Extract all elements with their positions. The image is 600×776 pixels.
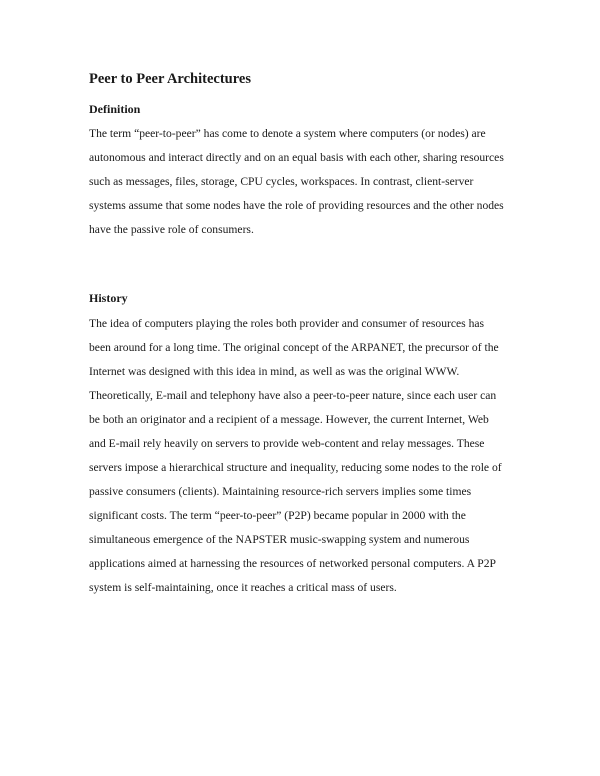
text-line: simultaneous emergence of the NAPSTER music-swapping system and numerous xyxy=(89,533,470,546)
section-heading-definition: Definition xyxy=(89,102,141,116)
paragraph-history xyxy=(89,316,502,604)
text-line: and E-mail rely heavily on servers to provide web-content and relay messages. These xyxy=(89,437,485,450)
text-line: autonomous and interact directly and on an equal basis with each other, sharing resources xyxy=(89,151,504,164)
text-line: The idea of computers playing the roles both provider and consumer of resources has xyxy=(89,317,485,330)
text-line: been around for a long time. The original concept of the ARPANET, the precursor of the xyxy=(89,341,499,354)
text-line: Theoretically, E-mail and telephony have also a peer-to-peer nature, since each user can xyxy=(89,389,497,402)
section-heading-history: History xyxy=(89,291,128,305)
text-line: Internet was designed with this idea in mind, as well as was the original WWW. xyxy=(89,365,460,378)
text-line: systems assume that some nodes have the role of providing resources and the other nodes xyxy=(89,199,504,212)
text-line: significant costs. The term “peer-to-peer” (P2P) became popular in 2000 with the xyxy=(89,509,466,522)
text-line: The term “peer-to-peer” has come to denote a system where computers (or nodes) are xyxy=(89,127,486,140)
text-line: servers impose a hierarchical structure and inequality, reducing some nodes to the role of xyxy=(89,461,502,474)
text-line: system is self-maintaining, once it reaches a critical mass of users. xyxy=(89,581,397,594)
text-line: applications aimed at harnessing the resources of networked personal computers. A P2P xyxy=(89,557,496,570)
text-line: have the passive role of consumers. xyxy=(89,223,254,236)
text-line: be both an originator and a recipient of a message. However, the current Internet, Web xyxy=(89,413,489,426)
text-line: such as messages, files, storage, CPU cycles, workspaces. In contrast, client-server xyxy=(89,175,474,188)
text-line: passive consumers (clients). Maintaining resource-rich servers implies some times xyxy=(89,485,472,498)
document-title: Peer to Peer Architectures xyxy=(89,71,251,87)
paragraph-definition xyxy=(89,126,504,246)
